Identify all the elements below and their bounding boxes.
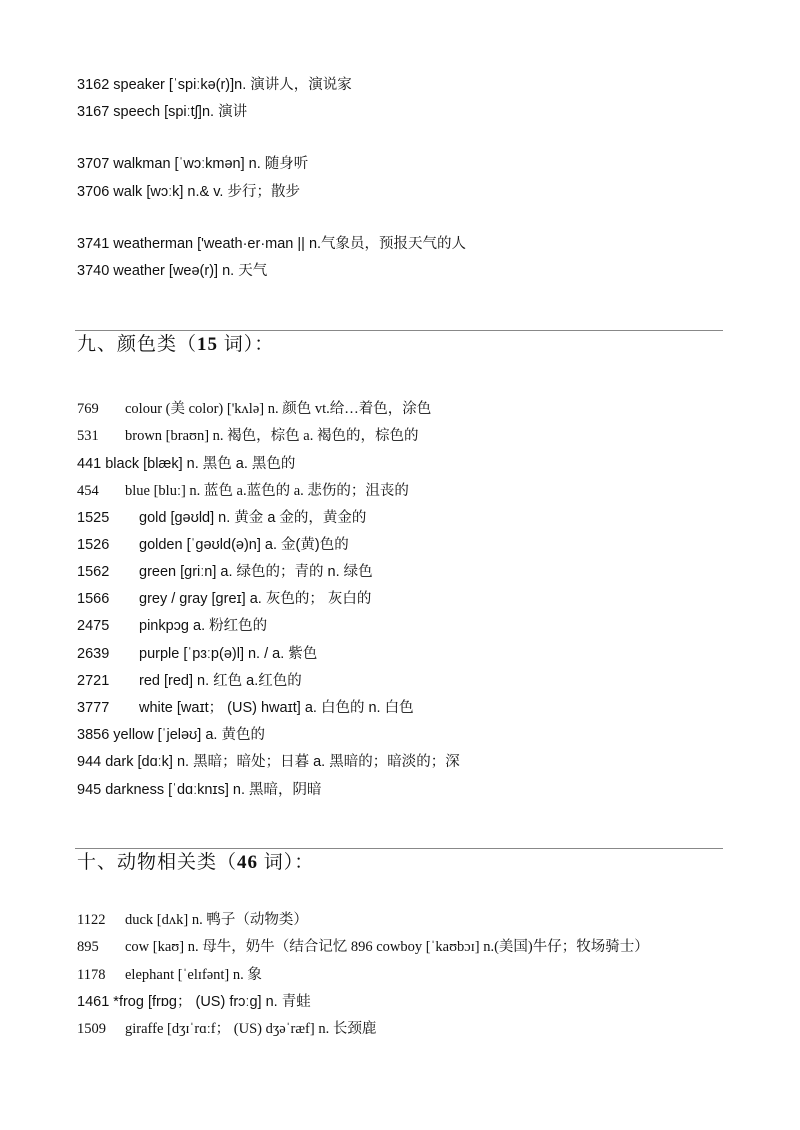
word-entry: [77, 617, 267, 635]
entry-number: 945: [77, 782, 102, 798]
word-entry: [77, 103, 247, 121]
word-entry: [77, 966, 262, 984]
entry-text: golden [ˈgəʊld(ə)n] a. 金(黄)色的: [139, 537, 349, 553]
word-entry: [77, 455, 295, 473]
word-entry: [77, 781, 322, 799]
entry-text: green [griːn] a. 绿色的；青的 n. 绿色: [139, 564, 373, 580]
entry-number: 1461: [77, 994, 110, 1010]
entry-text: cow [kaʊ] n. 母牛，奶牛（结合记忆 896 cowboy [ˈkaʊbɔɪ] n.(美国)牛仔；牧场骑士）: [125, 939, 649, 955]
entry-text: white [waɪt； (US) hwaɪt] a. 白色的 n. 白色: [139, 700, 414, 716]
word-entry: [77, 155, 308, 173]
entry-number: 3706: [77, 184, 110, 200]
word-entry: [77, 590, 371, 608]
entry-text: *frog [frɒg； (US) frɔːg] n. 青蛙: [113, 994, 311, 1010]
word-entry: [77, 536, 349, 554]
word-entry: [77, 509, 366, 527]
entry-number: 1122: [77, 912, 106, 928]
entry-text: colour (美 color) ['kʌlə] n. 颜色 vt.给…着色，涂色: [125, 401, 432, 417]
entry-number: 2639: [77, 646, 110, 662]
entry-text: gold [gəʊld] n. 黄金 a 金的，黄金的: [139, 510, 367, 526]
entry-number: 895: [77, 939, 99, 955]
entry-text: pinkpɔg a. 粉红色的: [139, 618, 268, 634]
entry-text: blue [bluː] n. 蓝色 a.蓝色的 a. 悲伤的；沮丧的: [125, 483, 409, 499]
entry-text: black [blæk] n. 黑色 a. 黑色的: [105, 456, 296, 472]
entry-number: 3707: [77, 156, 110, 172]
entry-number: 2475: [77, 618, 110, 634]
word-entry: [77, 672, 302, 690]
word-entry: [77, 235, 466, 253]
entry-text: speech [spiːtʃ]n. 演讲: [113, 104, 248, 120]
heading-suffix: 词）：: [258, 852, 315, 873]
word-entry: [77, 911, 308, 929]
entry-number: 1562: [77, 564, 110, 580]
entry-number: 1566: [77, 591, 110, 607]
entry-text: purple [ˈpɜːp(ə)l] n. / a. 紫色: [139, 646, 318, 662]
word-entry: [77, 726, 265, 744]
entry-number: 3741: [77, 236, 110, 252]
entry-text: walk [wɔːk] n.& v. 步行；散步: [113, 184, 300, 200]
entry-number: 454: [77, 483, 99, 499]
word-entry: [77, 76, 352, 94]
entry-number: 3167: [77, 104, 110, 120]
word-entry: [77, 1020, 376, 1038]
entry-number: 531: [77, 428, 99, 444]
entry-text: giraffe [dʒɪˈrɑːf； (US) dʒəˈræf] n. 长颈鹿: [125, 1021, 377, 1037]
entry-text: speaker [ˈspiːkə(r)]n. 演讲人，演说家: [113, 77, 352, 93]
word-entry: [77, 482, 409, 500]
entry-number: 2721: [77, 673, 110, 689]
entry-number: 3740: [77, 263, 110, 279]
word-entry: [77, 938, 649, 956]
section-heading-colors: [77, 333, 274, 357]
heading-prefix: 九、颜色类（: [77, 334, 198, 355]
entry-text: walkman [ˈwɔːkmən] n. 随身听: [113, 156, 309, 172]
entry-number: 3162: [77, 77, 110, 93]
entry-text: grey / gray [greɪ] a. 灰色的； 灰白的: [139, 591, 372, 607]
entry-number: 1178: [77, 967, 106, 983]
word-entry: [77, 183, 300, 201]
word-entry: [77, 563, 373, 581]
heading-prefix: 十、动物相关类（: [77, 852, 238, 873]
entry-text: elephant [ˈelɪfənt] n. 象: [125, 967, 262, 983]
entry-number: 1525: [77, 510, 110, 526]
heading-count: 46: [237, 852, 259, 873]
entry-text: yellow [ˈjeləʊ] a. 黄色的: [113, 727, 265, 743]
entry-number: 441: [77, 456, 102, 472]
entry-number: 944: [77, 754, 102, 770]
word-entry: [77, 400, 431, 418]
word-entry: [77, 262, 267, 280]
heading-suffix: 词）：: [218, 334, 275, 355]
entry-text: dark [dɑːk] n. 黑暗；暗处；日暮 a. 黑暗的；暗淡的；深: [105, 754, 460, 770]
heading-count: 15: [197, 334, 219, 355]
entry-text: weather [weə(r)] n. 天气: [113, 263, 268, 279]
word-entry: [77, 427, 419, 445]
entry-text: weatherman ['weath·er·man || n.气象员，预报天气的人: [113, 236, 467, 252]
word-entry: [77, 993, 311, 1011]
section-heading-animals: [77, 851, 314, 875]
entry-number: 3777: [77, 700, 110, 716]
entry-number: 1509: [77, 1021, 106, 1037]
word-entry: [77, 645, 317, 663]
entry-number: 1526: [77, 537, 110, 553]
entry-text: duck [dʌk] n. 鸭子（动物类）: [125, 912, 308, 928]
entry-text: red [red] n. 红色 a.红色的: [139, 673, 302, 689]
entry-text: darkness [ˈdɑːknɪs] n. 黑暗，阴暗: [105, 782, 322, 798]
word-entry: [77, 753, 460, 771]
entry-text: brown [braʊn] n. 褐色，棕色 a. 褐色的，棕色的: [125, 428, 419, 444]
section-divider: [75, 848, 723, 849]
section-divider: [75, 330, 723, 331]
entry-number: 769: [77, 401, 99, 417]
word-entry: [77, 699, 414, 717]
entry-number: 3856: [77, 727, 110, 743]
